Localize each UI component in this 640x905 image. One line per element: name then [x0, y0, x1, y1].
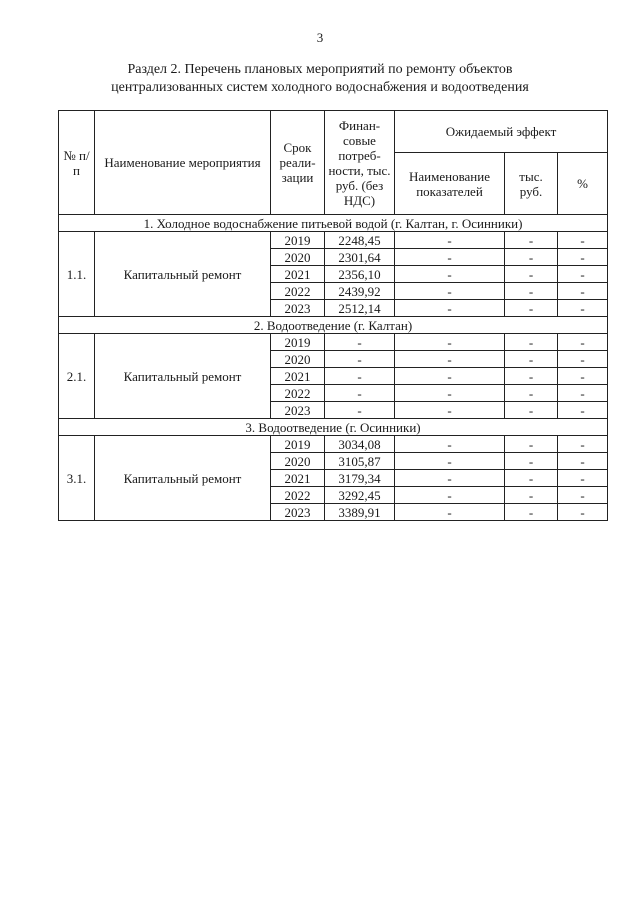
year-cell: 2020 — [271, 453, 325, 470]
finance-cell: - — [325, 368, 395, 385]
indicator-cell: - — [395, 487, 505, 504]
indicator-cell: - — [395, 232, 505, 249]
header-percent: % — [558, 153, 608, 215]
year-cell: 2021 — [271, 368, 325, 385]
percent-cell: - — [558, 368, 608, 385]
header-finance: Финан- совые потреб- ности, тыс. руб. (без НДС) — [325, 111, 395, 215]
indicator-cell: - — [395, 436, 505, 453]
percent-cell: - — [558, 300, 608, 317]
percent-cell: - — [558, 283, 608, 300]
table-row — [59, 436, 608, 453]
indicator-cell: - — [395, 351, 505, 368]
header-expected-effect: Ожидаемый эффект — [395, 111, 608, 153]
thousand-rub-cell: - — [505, 436, 558, 453]
percent-cell: - — [558, 249, 608, 266]
item-name-cell: Капитальный ремонт — [95, 334, 271, 419]
title-line-1: Раздел 2. Перечень плановых мероприятий по ремонту объектов — [127, 62, 513, 77]
year-cell: 2021 — [271, 470, 325, 487]
indicator-cell: - — [395, 266, 505, 283]
indicator-cell: - — [395, 334, 505, 351]
year-cell: 2020 — [271, 249, 325, 266]
percent-cell: - — [558, 436, 608, 453]
section-row — [59, 215, 608, 232]
item-name-cell: Капитальный ремонт — [95, 436, 271, 521]
thousand-rub-cell: - — [505, 470, 558, 487]
finance-cell: 2356,10 — [325, 266, 395, 283]
thousand-rub-cell: - — [505, 504, 558, 521]
finance-cell: - — [325, 385, 395, 402]
finance-cell: 3034,08 — [325, 436, 395, 453]
year-cell: 2019 — [271, 232, 325, 249]
percent-cell: - — [558, 470, 608, 487]
section-title-cell: 3. Водоотведение (г. Осинники) — [59, 419, 608, 436]
indicator-cell: - — [395, 249, 505, 266]
finance-cell: 3179,34 — [325, 470, 395, 487]
thousand-rub-cell: - — [505, 300, 558, 317]
table-row — [59, 334, 608, 351]
thousand-rub-cell: - — [505, 232, 558, 249]
thousand-rub-cell: - — [505, 487, 558, 504]
section-title — [60, 61, 580, 97]
thousand-rub-cell: - — [505, 266, 558, 283]
thousand-rub-cell: - — [505, 402, 558, 419]
indicator-cell: - — [395, 402, 505, 419]
finance-cell: - — [325, 334, 395, 351]
thousand-rub-cell: - — [505, 385, 558, 402]
finance-cell: 2301,64 — [325, 249, 395, 266]
page-number: 3 — [316, 30, 324, 45]
year-cell: 2019 — [271, 334, 325, 351]
percent-cell: - — [558, 504, 608, 521]
section-title-cell: 1. Холодное водоснабжение питьевой водой (г. Калтан, г. Осинники) — [59, 215, 608, 232]
header-num: № п/п — [59, 111, 95, 215]
thousand-rub-cell: - — [505, 249, 558, 266]
thousand-rub-cell: - — [505, 334, 558, 351]
item-number-cell: 2.1. — [59, 334, 95, 419]
year-cell: 2023 — [271, 504, 325, 521]
table-body — [59, 215, 608, 521]
year-cell: 2023 — [271, 402, 325, 419]
indicator-cell: - — [395, 385, 505, 402]
percent-cell: - — [558, 334, 608, 351]
finance-cell: 2512,14 — [325, 300, 395, 317]
thousand-rub-cell: - — [505, 368, 558, 385]
percent-cell: - — [558, 266, 608, 283]
finance-cell: 2248,45 — [325, 232, 395, 249]
year-cell: 2019 — [271, 436, 325, 453]
percent-cell: - — [558, 351, 608, 368]
finance-cell: 3389,91 — [325, 504, 395, 521]
header-name: Наименование мероприятия — [95, 111, 271, 215]
finance-cell: - — [325, 402, 395, 419]
indicator-cell: - — [395, 368, 505, 385]
indicator-cell: - — [395, 504, 505, 521]
percent-cell: - — [558, 402, 608, 419]
table-row — [59, 232, 608, 249]
thousand-rub-cell: - — [505, 453, 558, 470]
percent-cell: - — [558, 453, 608, 470]
percent-cell: - — [558, 487, 608, 504]
indicator-cell: - — [395, 300, 505, 317]
finance-cell: - — [325, 351, 395, 368]
section-row — [59, 317, 608, 334]
year-cell: 2022 — [271, 487, 325, 504]
header-thousand-rub: тыс. руб. — [505, 153, 558, 215]
item-number-cell: 3.1. — [59, 436, 95, 521]
section-title-cell: 2. Водоотведение (г. Калтан) — [59, 317, 608, 334]
thousand-rub-cell: - — [505, 283, 558, 300]
year-cell: 2020 — [271, 351, 325, 368]
year-cell: 2022 — [271, 283, 325, 300]
item-name-cell: Капитальный ремонт — [95, 232, 271, 317]
repair-plan-table — [58, 110, 608, 521]
header-indicators: Наименование показателей — [395, 153, 505, 215]
indicator-cell: - — [395, 283, 505, 300]
finance-cell: 3105,87 — [325, 453, 395, 470]
year-cell: 2021 — [271, 266, 325, 283]
header-term: Срок реали- зации — [271, 111, 325, 215]
year-cell: 2023 — [271, 300, 325, 317]
indicator-cell: - — [395, 470, 505, 487]
indicator-cell: - — [395, 453, 505, 470]
finance-cell: 3292,45 — [325, 487, 395, 504]
section-row — [59, 419, 608, 436]
year-cell: 2022 — [271, 385, 325, 402]
percent-cell: - — [558, 232, 608, 249]
title-line-2: централизованных систем холодного водоснабжения и водоотведения — [111, 80, 529, 95]
item-number-cell: 1.1. — [59, 232, 95, 317]
finance-cell: 2439,92 — [325, 283, 395, 300]
thousand-rub-cell: - — [505, 351, 558, 368]
percent-cell: - — [558, 385, 608, 402]
